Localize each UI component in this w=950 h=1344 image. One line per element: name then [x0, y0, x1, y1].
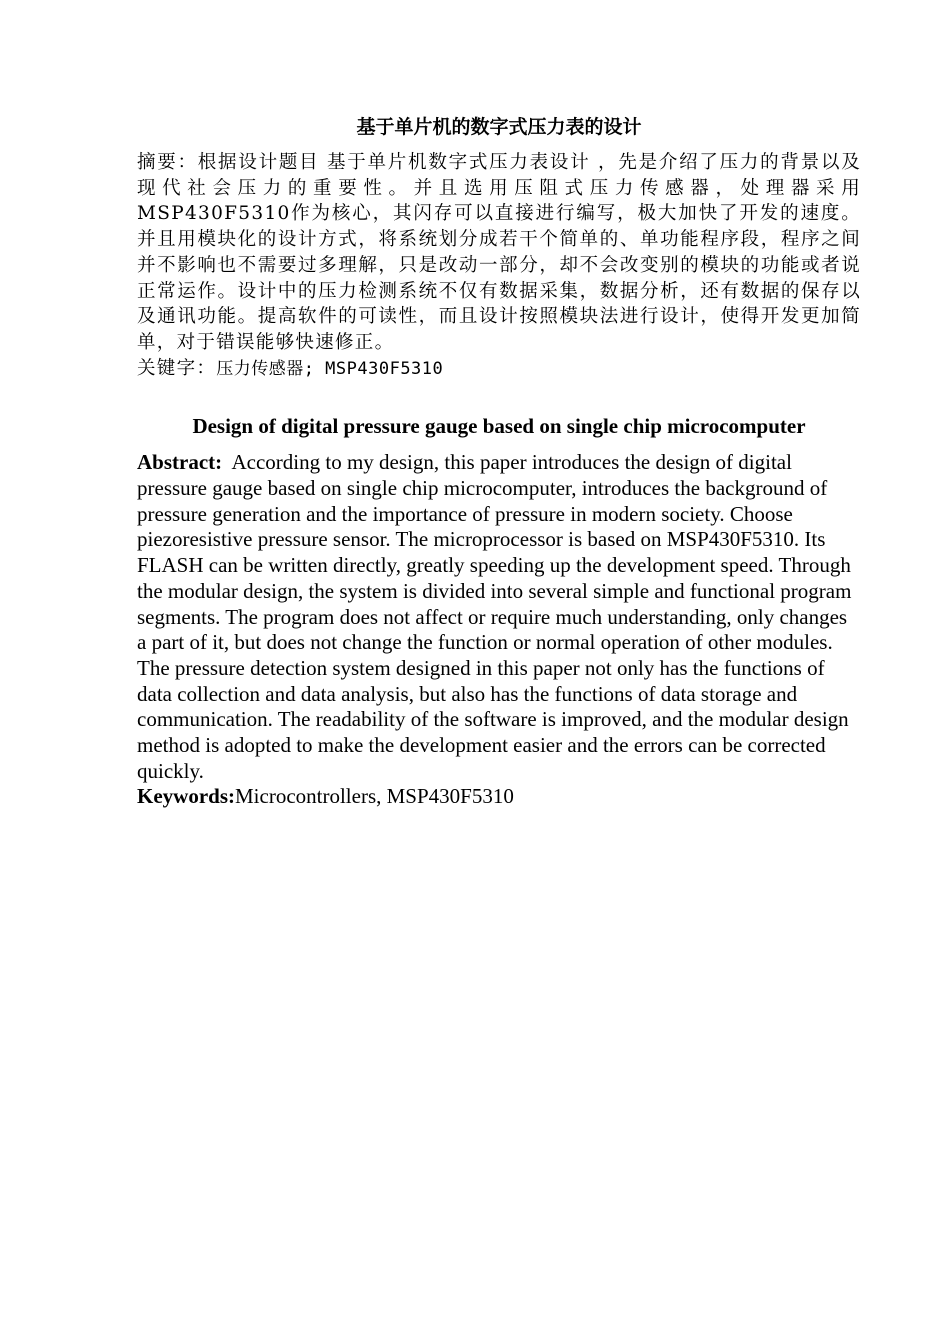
chinese-abstract-label: 摘要：	[137, 152, 198, 173]
chinese-abstract-text: 根据设计题目 基于单片机数字式压力表设计 ，先是介绍了压力的背景以及现代社会压力的重要性。并且选用压阻式压力传感器，处理器采用MSP430F5310作为核心，其闪存可以直接进行编写，极大加快了开发的速度。并且用模块化的设计方式，将系统划分成若干个简单的、单功能程序段，程序之间并不影响也不需要过多理解，只是改动一部分，却不会改变别的模块的功能或者说正常运作。设计中的压力检测系统不仅有数据采集，数据分析，还有数据的保存以及通讯功能。提高软件的可读性，而且设计按照模块法进行设计，使得开发更加简单，对于错误能够快速修正。	[137, 152, 862, 353]
chinese-abstract	[137, 150, 861, 356]
english-abstract-text: According to my design, this paper introduces the design of digital pressure gauge based on single chip microcomputer, introduces the background of pressure generation and the importance of pressure in modern society. Choose piezoresistive pressure sensor. The microprocessor is based on MSP430F5310. Its FLASH can be written directly, greatly speeding up the development speed. Through the modular design, the system is divided into several simple and functional program segments. The program does not affect or require much understanding, only changes a part of it, but does not change the function or normal operation of other modules. The pressure detection system designed in this paper not only has the functions of data collection and data analysis, but also has the functions of data storage and communication. The readability of the software is improved, and the modular design method is adopted to make the development easier and the errors can be corrected quickly.	[137, 450, 852, 783]
chinese-keywords-label: 关键字：	[137, 357, 217, 379]
chinese-title: 基于单片机的数字式压力表的设计	[356, 116, 642, 138]
english-keywords-label: Keywords:	[137, 784, 235, 809]
english-abstract	[137, 450, 861, 784]
english-keywords	[137, 784, 861, 810]
english-title: Design of digital pressure gauge based on single chip microcomputer	[192, 414, 806, 439]
paper-page	[137, 112, 861, 810]
chinese-keywords	[137, 356, 861, 383]
chinese-keywords-text: 压力传感器; MSP430F5310	[216, 358, 444, 379]
english-keywords-text: Microcontrollers, MSP430F5310	[235, 784, 514, 809]
english-abstract-label: Abstract:	[137, 450, 223, 475]
